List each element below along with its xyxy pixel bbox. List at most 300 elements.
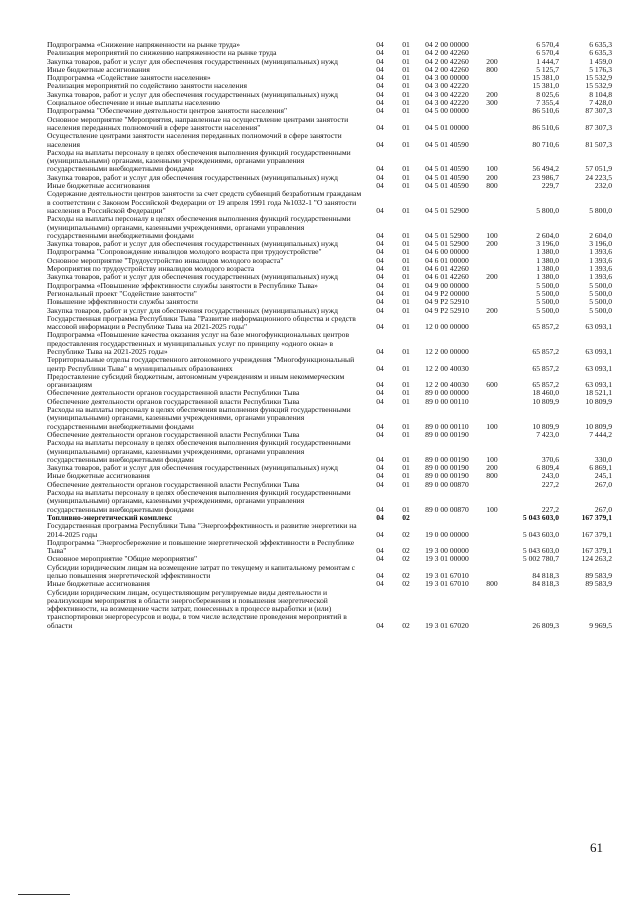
section-code: 04: [376, 471, 384, 481]
subsection-code: 01: [402, 346, 410, 356]
target-article-code: 12 2 00 40030: [425, 380, 469, 390]
subsection-code: 01: [402, 89, 410, 99]
amount-year-2: 81 507,3: [585, 139, 612, 149]
target-article-code: 89 0 00 00870: [425, 479, 469, 489]
amount-year-1: 5 500,0: [536, 305, 559, 315]
row-name: Закупка товаров, работ и услуг для обеспечения государственных (муниципальных) нужд: [47, 463, 338, 473]
expense-type-code: [477, 589, 507, 630]
table-row: [47, 522, 612, 539]
amount-year-2: 6 635,3: [589, 40, 612, 49]
row-name: Государственная программа Республики Тыва "Энергоэффективность и развитие энергетики на 2014-2025 годы: [47, 521, 357, 539]
section-code: 04: [376, 164, 384, 174]
amount-year-2: 167 379,1: [581, 512, 612, 522]
row-name: Территориальные отделы государственного автономного учреждения "Многофункциональный центр Республики Тыва" в муниципальных образованиях: [47, 355, 355, 373]
amount-year-2: 63 093,1: [585, 346, 612, 356]
section-code: 04: [376, 504, 384, 514]
row-name: Обеспечение деятельности органов государственной власти Республики Тыва: [47, 479, 300, 489]
target-article-code: 04 5 01 52900: [425, 239, 469, 249]
section-code: 04: [376, 388, 384, 398]
row-name: Мероприятия по трудоустройству инвалидов молодого возраста: [47, 264, 255, 274]
row-name: Расходы на выплаты персоналу в целях обеспечения выполнения функций государственными (муниципальными) органами, казенными учреждениями, органами управления государственными внебюджетными фондами: [47, 147, 351, 174]
amount-year-2: 10 809,9: [585, 396, 612, 406]
row-name: Основное мероприятие "Трудоустройство инвалидов молодого возраста": [47, 255, 284, 265]
target-article-code: 04 3 00 00000: [425, 73, 469, 83]
subsection-code: 01: [402, 56, 410, 66]
subsection-code: 01: [402, 98, 410, 108]
section-code: 04: [376, 230, 384, 240]
row-name: Обеспечение деятельности органов государственной власти Республики Тыва: [47, 396, 300, 406]
subsection-code: 01: [402, 40, 410, 49]
expense-type-code: 800: [486, 64, 498, 74]
row-name: Подпрограмма «Повышение эффективности службы занятости в Республике Тыва»: [47, 280, 318, 290]
row-name: Расходы на выплаты персоналу в целях обеспечения выполнения функций государственными (муниципальными) органами, казенными учреждениями, органами управления государственными внебюджетными фондами: [47, 488, 351, 514]
target-article-code: 89 0 00 00190: [425, 463, 469, 473]
amount-year-2: 5 500,0: [589, 305, 612, 315]
amount-year-1: 7 423,0: [536, 429, 559, 439]
section-code: 04: [376, 48, 384, 58]
row-name: Обеспечение деятельности органов государственной власти Республики Тыва: [47, 429, 300, 439]
amount-year-1: 10 809,9: [532, 396, 559, 406]
subsection-code: 01: [402, 106, 410, 116]
amount-year-1: 6 570,4: [536, 48, 559, 58]
expense-type-code: 100: [486, 164, 498, 174]
subsection-code: 01: [402, 363, 410, 373]
expense-type-code: [477, 331, 507, 356]
row-name: Расходы на выплаты персоналу в целях обеспечения выполнения функций государственными (муниципальными) органами, казенными учреждениями, органами управления государственными внебюджетными фондами: [47, 405, 351, 431]
section-code: 04: [376, 579, 384, 589]
amount-year-2: 15 532,9: [585, 81, 612, 91]
expense-type-code: 200: [486, 172, 498, 182]
target-article-code: 04 5 01 40590: [425, 181, 469, 191]
target-article-code: 04 2 00 42260: [425, 48, 469, 58]
amount-year-2: 18 521,1: [585, 388, 612, 398]
target-article-code: 04 5 01 40590: [425, 164, 469, 174]
table-row: [47, 190, 612, 215]
amount-year-1: 6 809,4: [536, 463, 559, 473]
subsection-code: 02: [402, 529, 410, 539]
target-article-code: 04 5 01 00000: [425, 122, 469, 132]
target-article-code: 04 9 P2 00000: [424, 288, 470, 298]
table-row: [47, 215, 612, 240]
budget-table: [47, 41, 612, 630]
expense-type-code: [477, 514, 507, 522]
section-code: 04: [376, 280, 384, 290]
expense-type-code: 800: [486, 579, 498, 589]
target-article-code: 04 6 00 00000: [425, 247, 469, 257]
amount-year-1: 56 494,2: [532, 164, 559, 174]
expense-type-code: [477, 555, 507, 563]
amount-year-1: 80 710,6: [532, 139, 559, 149]
row-name: Предоставление субсидий бюджетным, автономным учреждениям и иным некоммерческим организациям: [47, 371, 345, 390]
amount-year-1: 7 355,4: [536, 98, 559, 108]
expense-type-code: [477, 41, 507, 49]
section-code: 04: [376, 305, 384, 315]
section-code: 04: [376, 81, 384, 91]
row-name: Иные бюджетные ассигнования: [47, 64, 150, 74]
amount-year-1: 1 444,7: [536, 56, 559, 66]
subsection-code: 01: [402, 272, 410, 282]
amount-year-1: 84 818,3: [532, 571, 559, 580]
subsection-code: 01: [402, 122, 410, 132]
subsection-code: 01: [402, 81, 410, 91]
section-code: 04: [376, 139, 384, 149]
amount-year-1: 243,0: [541, 471, 559, 481]
amount-year-1: 5 043 603,0: [522, 529, 559, 539]
subsection-code: 02: [402, 620, 410, 630]
subsection-code: 01: [402, 479, 410, 489]
row-name: Иные бюджетные ассигнования: [47, 471, 150, 481]
amount-year-1: 5 043 603,0: [522, 546, 559, 556]
amount-year-2: 87 307,3: [585, 106, 612, 116]
amount-year-2: 1 459,0: [589, 56, 612, 66]
target-article-code: 04 9 P2 52910: [424, 305, 470, 315]
section-code: 04: [376, 40, 384, 49]
row-name: Основное мероприятие "Общие мероприятия": [47, 554, 198, 564]
row-name: Иные бюджетные ассигнования: [47, 579, 150, 589]
row-name: Закупка товаров, работ и услуг для обеспечения государственных (муниципальных) нужд: [47, 56, 338, 66]
target-article-code: 04 2 00 42260: [425, 56, 469, 66]
section-code: 04: [376, 529, 384, 539]
target-article-code: 89 0 00 00870: [425, 504, 469, 514]
amount-year-1: 6 570,4: [536, 40, 559, 49]
section-code: 04: [376, 546, 384, 556]
target-article-code: 19 3 01 67010: [425, 571, 469, 580]
section-code: 04: [376, 247, 384, 257]
expense-type-code: [477, 257, 507, 265]
amount-year-1: 65 857,2: [532, 363, 559, 373]
table-row: [47, 132, 612, 149]
amount-year-1: 5 125,7: [536, 64, 559, 74]
expense-type-code: 200: [486, 463, 498, 473]
target-article-code: 04 5 01 40590: [425, 139, 469, 149]
subsection-code: 01: [402, 297, 410, 307]
amount-year-2: 5 500,0: [589, 288, 612, 298]
amount-year-2: 5 176,3: [589, 64, 612, 74]
amount-year-1: 2 604,0: [536, 230, 559, 240]
amount-year-2: 232,0: [594, 181, 612, 191]
section-code: 04: [376, 380, 384, 390]
amount-year-1: 227,2: [541, 479, 559, 489]
row-name: Закупка товаров, работ и услуг для обеспечения государственных (муниципальных) нужд: [47, 272, 338, 282]
subsection-code: 01: [402, 73, 410, 83]
row-name: Подпрограмма "Энергосбережение и повышение энергетической эффективности в Республике Тыва": [47, 537, 355, 556]
target-article-code: 89 0 00 00190: [425, 429, 469, 439]
amount-year-1: 18 460,0: [532, 388, 559, 398]
section-code: 04: [376, 396, 384, 406]
expense-type-code: [477, 282, 507, 290]
amount-year-2: 1 393,6: [589, 255, 612, 265]
amount-year-1: 1 380,0: [536, 255, 559, 265]
target-article-code: 04 5 01 52900: [425, 230, 469, 240]
row-name: Подпрограмма «Снижение напряженности на рынке труда»: [47, 40, 241, 49]
amount-year-2: 89 583,9: [585, 579, 612, 589]
expense-type-code: 300: [486, 98, 498, 108]
table-row: [47, 149, 612, 174]
subsection-code: 01: [402, 172, 410, 182]
subsection-code: 01: [402, 280, 410, 290]
table-row: [47, 406, 612, 431]
expense-type-code: [477, 248, 507, 256]
expense-type-code: 600: [486, 380, 498, 390]
subsection-code: 01: [402, 322, 410, 332]
amount-year-1: 86 510,6: [532, 122, 559, 132]
amount-year-1: 65 857,2: [532, 346, 559, 356]
subsection-code: 01: [402, 181, 410, 191]
row-name: Топливно-энергетический комплекс: [47, 512, 173, 522]
section-code: 04: [376, 239, 384, 249]
table-row: [47, 539, 612, 556]
subsection-code: 02: [402, 571, 410, 580]
expense-type-code: 800: [486, 181, 498, 191]
amount-year-2: 24 223,5: [585, 172, 612, 182]
section-code: 04: [376, 322, 384, 332]
amount-year-2: 1 393,6: [589, 264, 612, 274]
row-name: Закупка товаров, работ и услуг для обеспечения государственных (муниципальных) нужд: [47, 89, 338, 99]
subsection-code: 01: [402, 230, 410, 240]
amount-year-1: 3 196,0: [536, 239, 559, 249]
section-code: 04: [376, 172, 384, 182]
table-row: [47, 589, 612, 630]
subsection-code: 01: [402, 380, 410, 390]
amount-year-2: 7 444,2: [589, 429, 612, 439]
amount-year-1: 84 818,3: [532, 579, 559, 589]
table-row: [47, 331, 612, 356]
amount-year-1: 26 809,3: [532, 620, 559, 630]
target-article-code: 04 3 00 42220: [425, 98, 469, 108]
expense-type-code: [477, 389, 507, 397]
section-code: 04: [376, 264, 384, 274]
section-code: 04: [376, 512, 384, 522]
section-code: 04: [376, 255, 384, 265]
section-code: 04: [376, 297, 384, 307]
target-article-code: 04 6 01 00000: [425, 255, 469, 265]
amount-year-1: 8 025,6: [536, 89, 559, 99]
subsection-code: 01: [402, 264, 410, 274]
subsection-code: 01: [402, 288, 410, 298]
expense-type-code: 200: [486, 272, 498, 282]
amount-year-2: 5 800,0: [589, 205, 612, 215]
row-name: Иные бюджетные ассигнования: [47, 181, 150, 191]
amount-year-2: 5 500,0: [589, 280, 612, 290]
subsection-code: 01: [402, 504, 410, 514]
table-row: [47, 116, 612, 133]
target-article-code: 04 2 00 00000: [425, 40, 469, 49]
amount-year-2: 8 104,8: [589, 89, 612, 99]
amount-year-1: 15 381,0: [532, 81, 559, 91]
amount-year-2: 1 393,6: [589, 247, 612, 257]
budget-table-body: [47, 41, 612, 630]
target-article-code: 12 2 00 00000: [425, 346, 469, 356]
amount-year-2: 63 093,1: [585, 322, 612, 332]
section-code: 04: [376, 73, 384, 83]
amount-year-2: 6 869,1: [589, 463, 612, 473]
amount-year-2: 7 428,0: [589, 98, 612, 108]
target-article-code: 04 3 00 42220: [425, 81, 469, 91]
amount-year-2: 2 604,0: [589, 230, 612, 240]
amount-year-2: 330,0: [594, 454, 612, 464]
section-code: 04: [376, 454, 384, 464]
row-name: Социальное обеспечение и иные выплаты населению: [47, 98, 220, 108]
amount-year-1: 5 002 780,7: [522, 554, 559, 564]
section-code: 04: [376, 288, 384, 298]
section-code: 04: [376, 571, 384, 580]
amount-year-1: 5 500,0: [536, 297, 559, 307]
section-code: 04: [376, 429, 384, 439]
row-name: Закупка товаров, работ и услуг для обеспечения государственных (муниципальных) нужд: [47, 239, 338, 249]
amount-year-1: 10 809,9: [532, 421, 559, 431]
section-code: 04: [376, 106, 384, 116]
amount-year-2: 245,1: [594, 471, 612, 481]
section-code: 04: [376, 421, 384, 431]
expense-type-code: 200: [486, 56, 498, 66]
expense-type-code: [477, 290, 507, 298]
amount-year-1: 65 857,2: [532, 380, 559, 390]
section-code: 04: [376, 122, 384, 132]
amount-year-2: 6 635,3: [589, 48, 612, 58]
expense-type-code: 800: [486, 471, 498, 481]
expense-type-code: 100: [486, 230, 498, 240]
target-article-code: 89 0 00 00110: [425, 421, 469, 431]
section-code: 04: [376, 363, 384, 373]
row-name: Региональный проект "Содействие занятости": [47, 288, 197, 298]
target-article-code: 89 0 00 00110: [425, 396, 469, 406]
section-code: 04: [376, 463, 384, 473]
amount-year-1: 23 986,7: [532, 172, 559, 182]
amount-year-2: 63 093,1: [585, 363, 612, 373]
table-row: [47, 373, 612, 390]
amount-year-1: 370,6: [541, 454, 559, 464]
target-article-code: 04 5 01 40590: [425, 172, 469, 182]
amount-year-2: 3 196,0: [589, 239, 612, 249]
row-name: Реализация мероприятий по содействию занятости населения: [47, 81, 248, 91]
row-name: Обеспечение деятельности органов государственной власти Республики Тыва: [47, 388, 300, 398]
expense-type-code: [477, 132, 507, 149]
row-name: Реализация мероприятий по снижению напряженности на рынке труда: [47, 48, 277, 58]
amount-year-2: 267,0: [594, 479, 612, 489]
row-name: Повышение эффективности службы занятости: [47, 297, 198, 307]
target-article-code: 04 6 01 42260: [425, 272, 469, 282]
expense-type-code: [477, 107, 507, 115]
section-code: 04: [376, 181, 384, 191]
subsection-code: 01: [402, 396, 410, 406]
target-article-code: 19 3 01 67020: [425, 620, 469, 630]
row-name: Основное мероприятие "Мероприятия, направленные на осуществление центрами занятости населения переданных полномочий в сфере занятости населения": [47, 114, 349, 132]
expense-type-code: [477, 116, 507, 133]
expense-type-code: [477, 356, 507, 373]
subsection-code: 01: [402, 247, 410, 257]
section-code: 04: [376, 479, 384, 489]
amount-year-1: 5 500,0: [536, 280, 559, 290]
section-code: 04: [376, 205, 384, 215]
amount-year-2: 1 393,6: [589, 272, 612, 282]
row-name: Закупка товаров, работ и услуг для обеспечения государственных (муниципальных) нужд: [47, 305, 338, 315]
amount-year-1: 5 800,0: [536, 205, 559, 215]
subsection-code: 01: [402, 255, 410, 265]
amount-year-2: 89 583,9: [585, 571, 612, 580]
target-article-code: 04 3 00 42220: [425, 89, 469, 99]
footer-divider: [18, 894, 70, 895]
subsection-code: 01: [402, 305, 410, 315]
subsection-code: 01: [402, 454, 410, 464]
section-code: 04: [376, 620, 384, 630]
expense-type-code: 100: [486, 504, 498, 514]
target-article-code: 89 0 00 00190: [425, 454, 469, 464]
target-article-code: 89 0 00 00000: [425, 388, 469, 398]
amount-year-2: 15 532,9: [585, 73, 612, 83]
amount-year-2: 10 809,9: [585, 421, 612, 431]
target-article-code: 04 9 P2 52910: [424, 297, 470, 307]
expense-type-code: [477, 190, 507, 215]
expense-type-code: [477, 564, 507, 581]
subsection-code: 01: [402, 64, 410, 74]
target-article-code: 12 2 00 40030: [425, 363, 469, 373]
subsection-code: 01: [402, 463, 410, 473]
amount-year-1: 5 043 603,0: [522, 512, 559, 522]
expense-type-code: 200: [486, 305, 498, 315]
subsection-code: 01: [402, 471, 410, 481]
amount-year-2: 63 093,1: [585, 380, 612, 390]
row-name: Расходы на выплаты персоналу в целях обеспечения выполнения функций государственными (муниципальными) органами, казенными учреждениями, органами управления государственными внебюджетными фондами: [47, 214, 351, 240]
expense-type-code: 200: [486, 239, 498, 249]
amount-year-2: 57 051,9: [585, 164, 612, 174]
target-article-code: 19 3 01 67010: [425, 579, 469, 589]
target-article-code: [417, 514, 477, 522]
subsection-code: 01: [402, 164, 410, 174]
row-name: Подпрограмма «Содействие занятости населения»: [47, 73, 211, 83]
row-name: Государственная программа Республики Тыва "Развитие информационного общества и средств массовой информации в Республике Тыва на 2021-2025 годы": [47, 313, 356, 332]
amount-year-1: 1 380,0: [536, 264, 559, 274]
row-name: Осуществление центрами занятости населения переданных полномочий в сфере занятости населения: [47, 131, 342, 149]
row-name: Подпрограмма "Сопровождение инвалидов молодого возраста при трудоустройстве": [47, 247, 322, 257]
row-name: Субсидии юридическим лицам, осуществляющим регулируемые виды деятельности и реализующим мероприятия в области энергосбережения и повышения энергетической эффективности, на возмещение части затрат, понесенных в процессе выработки и (или) транспортировки энергоресурсов и воды, в том числе вследствие проведения мероприятий в области: [47, 587, 347, 630]
subsection-code: 01: [402, 139, 410, 149]
subsection-code: 01: [402, 421, 410, 431]
section-code: 04: [376, 56, 384, 66]
amount-year-1: 15 381,0: [532, 73, 559, 83]
expense-type-code: [477, 398, 507, 406]
amount-year-2: 5 500,0: [589, 297, 612, 307]
subsection-code: 02: [402, 546, 410, 556]
target-article-code: 89 0 00 00190: [425, 471, 469, 481]
amount-year-1: 65 857,2: [532, 322, 559, 332]
subsection-code: 01: [402, 48, 410, 58]
amount-year-1: 1 380,0: [536, 272, 559, 282]
target-article-code: 19 0 00 00000: [425, 529, 469, 539]
table-row: [47, 439, 612, 464]
amount-year-2: 167 379,1: [581, 546, 612, 556]
subsection-code: 01: [402, 429, 410, 439]
amount-year-2: 87 307,3: [585, 122, 612, 132]
target-article-code: 19 3 00 00000: [425, 546, 469, 556]
expense-type-code: 100: [486, 421, 498, 431]
section-code: 04: [376, 272, 384, 282]
subsection-code: 01: [402, 239, 410, 249]
section-code: 04: [376, 554, 384, 564]
table-row: [47, 489, 612, 514]
page-number: 61: [590, 840, 603, 855]
section-code: 04: [376, 89, 384, 99]
section-code: 04: [376, 98, 384, 108]
target-article-code: 04 5 00 00000: [425, 106, 469, 116]
amount-year-1: 229,7: [541, 181, 559, 191]
amount-year-2: 124 263,2: [581, 554, 612, 564]
expense-type-code: [477, 522, 507, 539]
row-name: Субсидии юридическим лицам на возмещение затрат по текущему и капитальному ремонтам с целью повышения энергетической эффективности: [47, 562, 356, 580]
table-row: [47, 356, 612, 373]
row-name: Содержание деятельности центров занятости за счет средств субвенций безработным гражданам в соответствии с Законом Российской Федерации от 19 апреля 1991 года №1032-1 "О занятости населения в Российской Федерации": [47, 189, 362, 215]
subsection-code: 01: [402, 388, 410, 398]
target-article-code: 04 9 00 00000: [425, 280, 469, 290]
